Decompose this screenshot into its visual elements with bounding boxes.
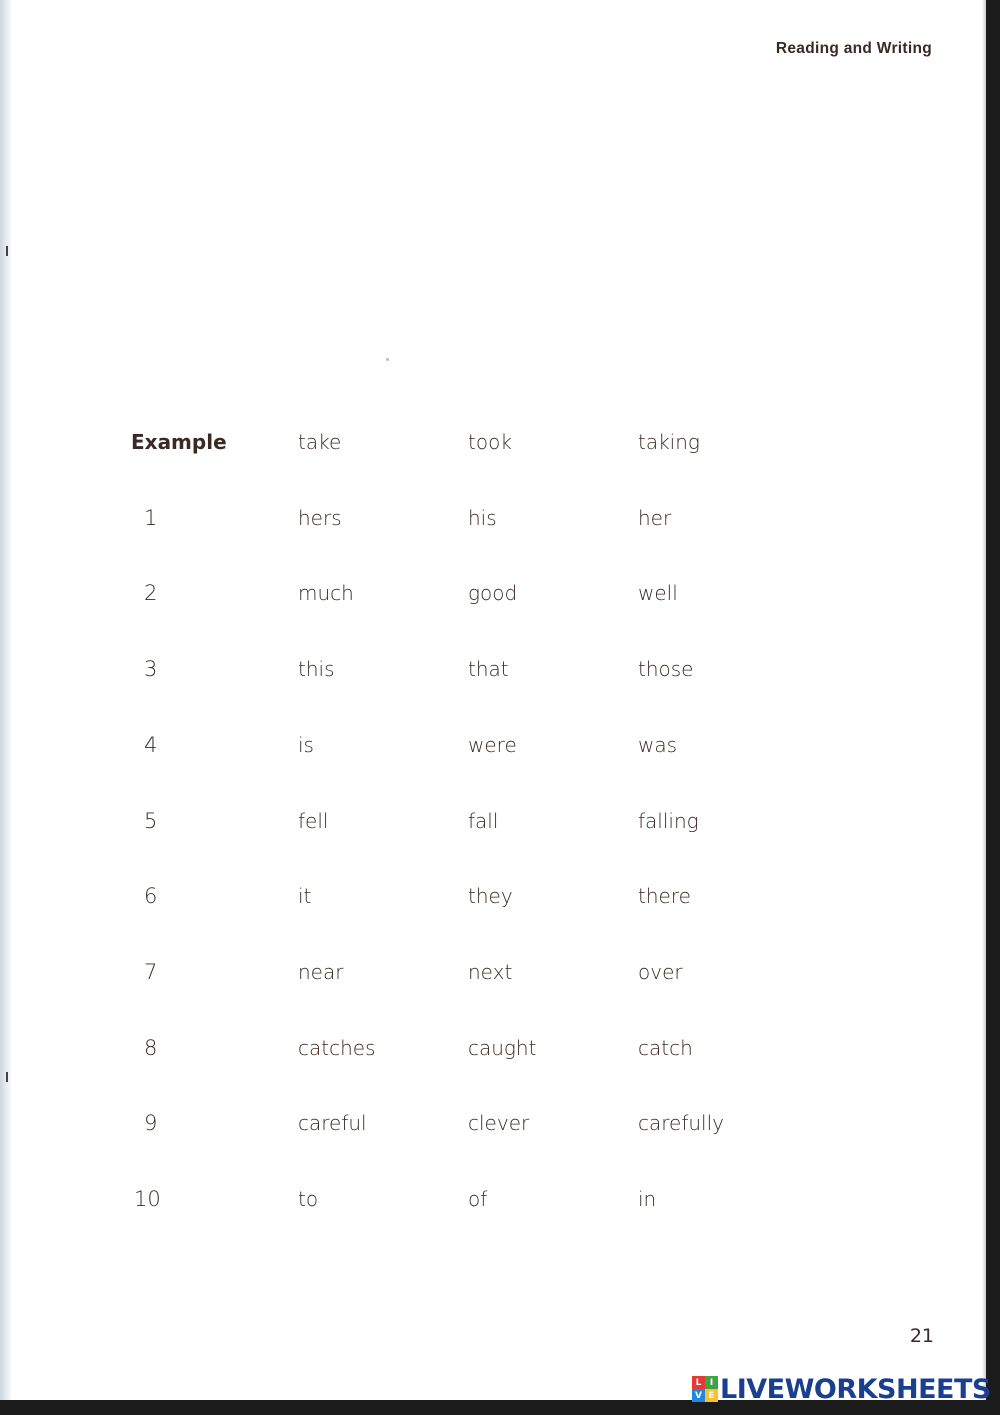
word-option: of <box>468 1187 488 1211</box>
liveworksheets-logo-icon <box>692 1376 718 1402</box>
word-option: over <box>638 959 683 984</box>
word-option: was <box>638 732 678 757</box>
question-row <box>0 657 800 697</box>
word-option: caught <box>468 1035 537 1060</box>
word-option: in <box>638 1187 657 1211</box>
word-option: they <box>468 884 513 909</box>
word-option: were <box>468 732 517 757</box>
question-number: 1 <box>144 505 158 530</box>
page-number: 21 <box>909 1325 934 1347</box>
word-option: clever <box>468 1111 530 1136</box>
question-number: 6 <box>144 884 158 909</box>
section-title: Reading and Writing <box>775 40 932 57</box>
word-option: next <box>468 959 513 984</box>
scan-mark <box>6 246 8 256</box>
logo-tile: I <box>705 1376 718 1389</box>
watermark-text: LIVEWORKSHEETS <box>720 1373 991 1405</box>
word-option: much <box>298 581 354 606</box>
word-option: took <box>468 430 512 454</box>
logo-tile: V <box>692 1389 705 1402</box>
word-option: catches <box>298 1035 376 1060</box>
word-option: carefully <box>638 1111 725 1136</box>
liveworksheets-watermark <box>692 1373 991 1405</box>
word-option: careful <box>298 1111 367 1136</box>
question-number: 3 <box>144 657 158 682</box>
scan-border-right <box>986 0 1000 1415</box>
word-option: take <box>298 430 342 454</box>
question-row <box>0 884 800 924</box>
word-option: fall <box>468 808 499 833</box>
word-option: it <box>298 884 312 909</box>
question-row <box>0 733 800 773</box>
question-row <box>0 1187 800 1227</box>
word-option: near <box>298 959 344 984</box>
word-option: good <box>468 581 518 606</box>
question-number: 10 <box>134 1187 161 1211</box>
word-option: his <box>468 505 497 530</box>
example-row <box>0 430 800 470</box>
question-row <box>0 809 800 849</box>
word-option: hers <box>298 505 342 530</box>
word-option: catch <box>638 1035 693 1060</box>
word-option: to <box>298 1187 319 1211</box>
logo-tile: L <box>692 1376 705 1389</box>
question-number: 7 <box>144 959 158 984</box>
example-label: Example <box>131 430 227 454</box>
question-row <box>0 960 800 1000</box>
word-option: falling <box>638 808 699 833</box>
word-option: fell <box>298 808 329 833</box>
question-number: 9 <box>144 1111 158 1136</box>
question-row <box>0 1111 800 1151</box>
word-option: those <box>638 657 694 682</box>
word-option: taking <box>638 430 700 454</box>
word-option: her <box>638 505 672 530</box>
question-row <box>0 506 800 546</box>
word-option: well <box>638 581 678 606</box>
scan-speck <box>386 358 389 361</box>
question-row <box>0 1036 800 1076</box>
question-row <box>0 581 800 621</box>
question-number: 5 <box>144 808 158 833</box>
question-number: 4 <box>144 732 158 757</box>
logo-tile: E <box>705 1389 718 1402</box>
question-number: 2 <box>144 581 158 606</box>
word-option: there <box>638 884 691 909</box>
word-option: this <box>298 657 335 682</box>
word-option: that <box>468 657 509 682</box>
word-option: is <box>298 732 314 757</box>
question-number: 8 <box>144 1035 158 1060</box>
